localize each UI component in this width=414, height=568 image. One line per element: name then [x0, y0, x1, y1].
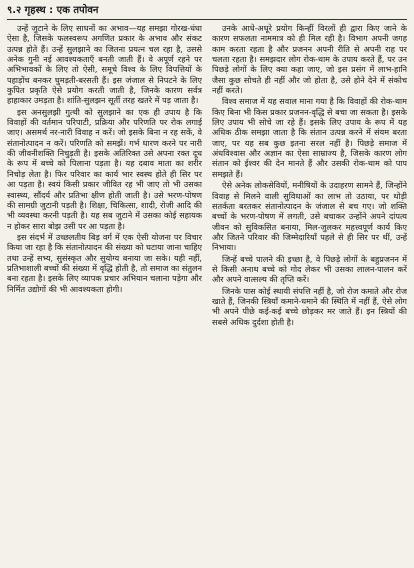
page-title: ९.२ गृहस्थ : एक तपोवन	[7, 5, 99, 16]
paragraph: उन्हें जुटाने के लिए साधनों का अभाव—यह समझा गोरख-धंधा ऐसा है, जिसके फलस्वरूप अगणित प्रकार के अभाव और संकट उत्पन्न होते हैं। उन्हें सुलझाने का जितना प्रयत्न चल रहा है, उससे अनेक गुनी नई आवश्यकताएँ बनती जाती हैं। वे अपूर्ण रहने पर अभिभावकों के लिए तो ऐसी, समूचे विश्व के लिए विपत्तियों के पहाड़ोंच बनकर घुमड़ती-बरसती हैं। इस जंजाल से निपटने के लिए कुपित प्रकृति ऐसे प्रयोग करती जाती है, जिनके कारण सर्वत्र हाहाकार उमड़ता है। शांति-सुलझन सूर्ती तरह खतरे में पड़ जाता है।	[7, 23, 202, 106]
paragraph: ऐसे अनेक लोकसेवियों, मनीषियों के उदाहरण सामने हैं, जिन्होंने विवाह से मिलने वाली सुविधाओं का लाभ तो उठाया, पर थोड़ी सतर्कता बरतकर संतानोत्पादन के जंजाल से बच गए। जो शक्ति बच्चों के भरण-पोषण में लगती, उसे बचाकर उन्होंने अपने दांपत्य जीवन को सुविकसित बनाया, मिल-जुलकर महत्त्वपूर्ण कार्य किए और जितने परिवार की जिम्मेदारियाँ पहले से ही सिर पर थीं, उन्हें निभाया।	[212, 180, 407, 253]
text-columns	[7, 23, 407, 563]
paragraph: इस अनसुलझी गुत्थी को सुलझाने का एक ही उपाय है कि विवाहों की वर्तमान परिपाटी, प्रक्रिया और परिणति पर रोक लगाई जाए। असमर्थ नर-नारी विवाह न करें। जो इसके बिना न रह सकें, वे संतानोत्पादन न करें। परिणति को समझें। गर्भ धारण करने पर नारी की जीवनीशक्ति निचुड़ती है। इसके अतिरिक्त उसे अपना रक्त दूध के रूप में बच्चे को पिलाना पड़ता है। यह दबाव माता का शरीर निचोड़ लेता है। फिर परिवार का कार्य भार स्वस्थ होते ही सिर पर आ पड़ता है। स्वयं किसी प्रकार जीवित रह भी जाए तो भी उसका स्वास्थ्य, सौंदर्य और प्रतिभा क्षीण होती जाती है। उसे भरण-पोषण की सामग्री जुटानी पड़ती है। शिक्षा, चिकित्सा, शादी, रोजी आदि की भी व्यवस्था करनी पड़ती है। यह सब जुटाने में उसका कोई सहायक न होकर सारा बोझ उसी पर आ पड़ता है।	[7, 106, 202, 231]
paragraph: विश्व समाज में यह सवाल माना गया है कि विवाहों की रोक-थाम किए बिना भी किस प्रकार प्रजनन-वृद्धि से बचा जा सकता है। इसके लिए उपाय भी सोचे जा रहे हैं। इसके लिए उपाय के रूप में यह अधिक ठीक समझा जाता है कि संतान उत्पन्न करने में संयम बरता जाए, पर यह सब कुछ इतना सरल नहीं है। पिछड़े समाज में अंधविश्वास और अज्ञान का ऐसा साम्राज्य है, जिसके कारण लोग संतान को ईश्वर की देन मानते हैं और उसकी रोक-थाम को पाप समझते हैं।	[212, 96, 407, 179]
paragraph: उनके आधे-अधूरे प्रयोग किन्हीं विरलों ही द्वारा किए जाने के कारण सफलता नाममात्र को ही मिल रही है। विभाग अपनी जगह काम करता रहता है और प्रजनन अपनी रीति से अपनी राह पर चलता रहता है। समझदार लोग रोक-थाम के उपाय करते हैं, पर उन पिछड़े लोगों के लिए क्या कहा जाए, जो इस प्रसंग में लाभ-हानि जैसा कुछ सोचते ही नहीं और जो होता है, उसे होने देने में संकोच नहीं करते।	[212, 23, 407, 96]
page-header	[7, 4, 407, 18]
left-column	[7, 23, 202, 563]
paragraph: जिन्हें बच्चे पालने की इच्छा है, वे पिछड़े लोगों के बहुप्रजनन में से किसी अनाथ बच्चे को गोद लेकर भी उसका लालन-पालन करें और अपने वात्सल्य की तृप्ति करें।	[212, 253, 407, 285]
right-column	[212, 23, 407, 563]
paragraph: जिनके पास कोई स्थायी संपत्ति नहीं है, जो रोज कमाते और रोज खाते हैं, जिनकी स्त्रियाँ कमाने-धमाने की स्थिति में नहीं हैं, ऐसे लोग भी अपने पीछे कई-कई बच्चे छोड़कर मर जाते हैं। इन स्त्रियों की सबसे अधिक दुर्दशा होती है।	[212, 285, 407, 327]
header-divider	[7, 19, 407, 20]
paragraph: इस संदर्भ में उच्छलतीय बिड़ वर्ग में एक ऐसी योजना पर विचार किया जा रहा है कि संतानोत्पादन की संख्या को घटाया जाना चाहिए तथा उन्हें सभ्य, सुसंस्कृत और सुयोग्य बनाया जा सके। यही नहीं, प्रतिभाशाली बच्चों की संख्या में वृद्धि होती है, तो समाज का संतुलन बना रहता है। इसके लिए व्यापक प्रचार अभियान चलाना पड़ेगा और निर्मित उद्योगों की भी आवश्यकता होगी।	[7, 231, 202, 294]
